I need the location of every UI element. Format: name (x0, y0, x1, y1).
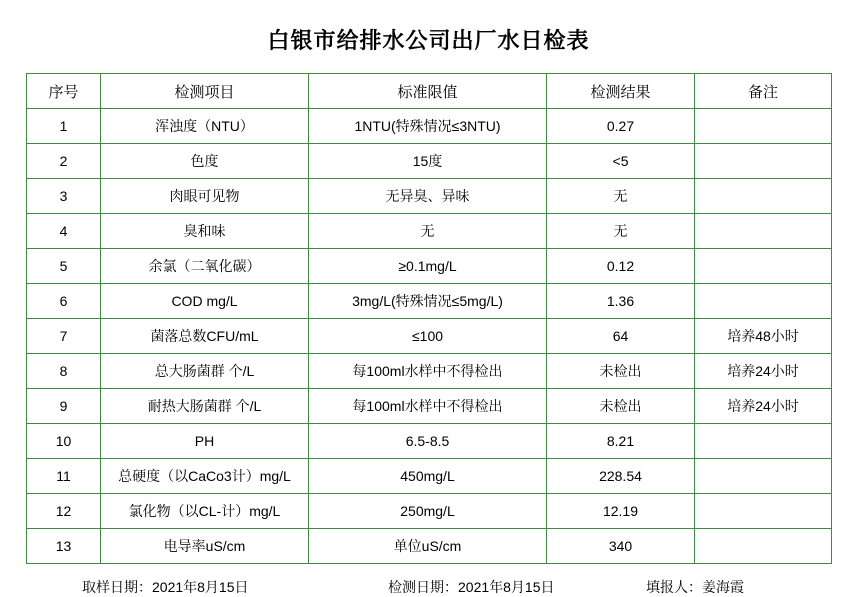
cell-item: 余氯（二氧化碳） (101, 249, 309, 284)
cell-limit: 3mg/L(特殊情况≤5mg/L) (309, 284, 547, 319)
cell-no: 13 (27, 529, 101, 564)
testing-date: 检测日期：2021年8月15日 (388, 579, 555, 595)
cell-result: 340 (547, 529, 695, 564)
table-row (27, 179, 832, 214)
table-row (27, 144, 832, 179)
cell-remark (695, 494, 832, 529)
cell-limit: 无 (309, 214, 547, 249)
cell-limit: 15度 (309, 144, 547, 179)
reporter-name: 填报人：姜海霞 (646, 579, 744, 595)
cell-result: 1.36 (547, 284, 695, 319)
cell-item: COD mg/L (101, 284, 309, 319)
cell-item: 臭和味 (101, 214, 309, 249)
cell-item: 色度 (101, 144, 309, 179)
cell-remark (695, 249, 832, 284)
table-row (27, 214, 832, 249)
cell-no: 3 (27, 179, 101, 214)
cell-item: 电导率uS/cm (101, 529, 309, 564)
cell-remark (695, 214, 832, 249)
cell-remark: 培养48小时 (695, 319, 832, 354)
cell-result: 未检出 (547, 354, 695, 389)
cell-result: 无 (547, 214, 695, 249)
table-row (27, 249, 832, 284)
cell-item: 总大肠菌群 个/L (101, 354, 309, 389)
cell-limit: 每100ml水样中不得检出 (309, 354, 547, 389)
column-header-remark: 备注 (695, 74, 832, 109)
table-row (27, 354, 832, 389)
cell-result: 未检出 (547, 389, 695, 424)
cell-limit: 单位uS/cm (309, 529, 547, 564)
cell-limit: 无异臭、异味 (309, 179, 547, 214)
cell-limit: 250mg/L (309, 494, 547, 529)
table-header-row (27, 74, 832, 109)
cell-result: 0.27 (547, 109, 695, 144)
table-row (27, 424, 832, 459)
cell-remark: 培养24小时 (695, 354, 832, 389)
cell-no: 11 (27, 459, 101, 494)
cell-no: 7 (27, 319, 101, 354)
cell-item: 氯化物（以CL-计）mg/L (101, 494, 309, 529)
cell-result: 无 (547, 179, 695, 214)
cell-remark (695, 459, 832, 494)
column-header-no: 序号 (27, 74, 101, 109)
table-row (27, 319, 832, 354)
cell-limit: 450mg/L (309, 459, 547, 494)
cell-result: <5 (547, 144, 695, 179)
cell-no: 1 (27, 109, 101, 144)
cell-limit: 1NTU(特殊情况≤3NTU) (309, 109, 547, 144)
cell-result: 8.21 (547, 424, 695, 459)
cell-result: 228.54 (547, 459, 695, 494)
cell-no: 8 (27, 354, 101, 389)
cell-limit: ≤100 (309, 319, 547, 354)
cell-result: 12.19 (547, 494, 695, 529)
cell-remark (695, 109, 832, 144)
sampling-date: 取样日期：2021年8月15日 (82, 579, 249, 595)
cell-result: 64 (547, 319, 695, 354)
cell-item: 浑浊度（NTU） (101, 109, 309, 144)
table-row (27, 109, 832, 144)
cell-no: 10 (27, 424, 101, 459)
table-row (27, 389, 832, 424)
column-header-result: 检测结果 (547, 74, 695, 109)
cell-no: 2 (27, 144, 101, 179)
cell-item: 耐热大肠菌群 个/L (101, 389, 309, 424)
cell-remark (695, 284, 832, 319)
column-header-item: 检测项目 (101, 74, 309, 109)
cell-remark (695, 179, 832, 214)
cell-remark (695, 424, 832, 459)
column-header-limit: 标准限值 (309, 74, 547, 109)
table-row (27, 459, 832, 494)
cell-result: 0.12 (547, 249, 695, 284)
cell-no: 6 (27, 284, 101, 319)
page-title: 白银市给排水公司出厂水日检表 (267, 28, 590, 53)
cell-remark (695, 144, 832, 179)
table-row (27, 529, 832, 564)
cell-item: 菌落总数CFU/mL (101, 319, 309, 354)
cell-no: 5 (27, 249, 101, 284)
cell-item: 总硬度（以CaCo3计）mg/L (101, 459, 309, 494)
cell-item: PH (101, 424, 309, 459)
table-row (27, 494, 832, 529)
cell-limit: 6.5-8.5 (309, 424, 547, 459)
cell-limit: 每100ml水样中不得检出 (309, 389, 547, 424)
cell-no: 12 (27, 494, 101, 529)
cell-remark: 培养24小时 (695, 389, 832, 424)
water-quality-table (26, 73, 832, 564)
cell-no: 9 (27, 389, 101, 424)
cell-remark (695, 529, 832, 564)
footer-info (26, 564, 831, 597)
table-row (27, 284, 832, 319)
cell-no: 4 (27, 214, 101, 249)
cell-item: 肉眼可见物 (101, 179, 309, 214)
cell-limit: ≥0.1mg/L (309, 249, 547, 284)
